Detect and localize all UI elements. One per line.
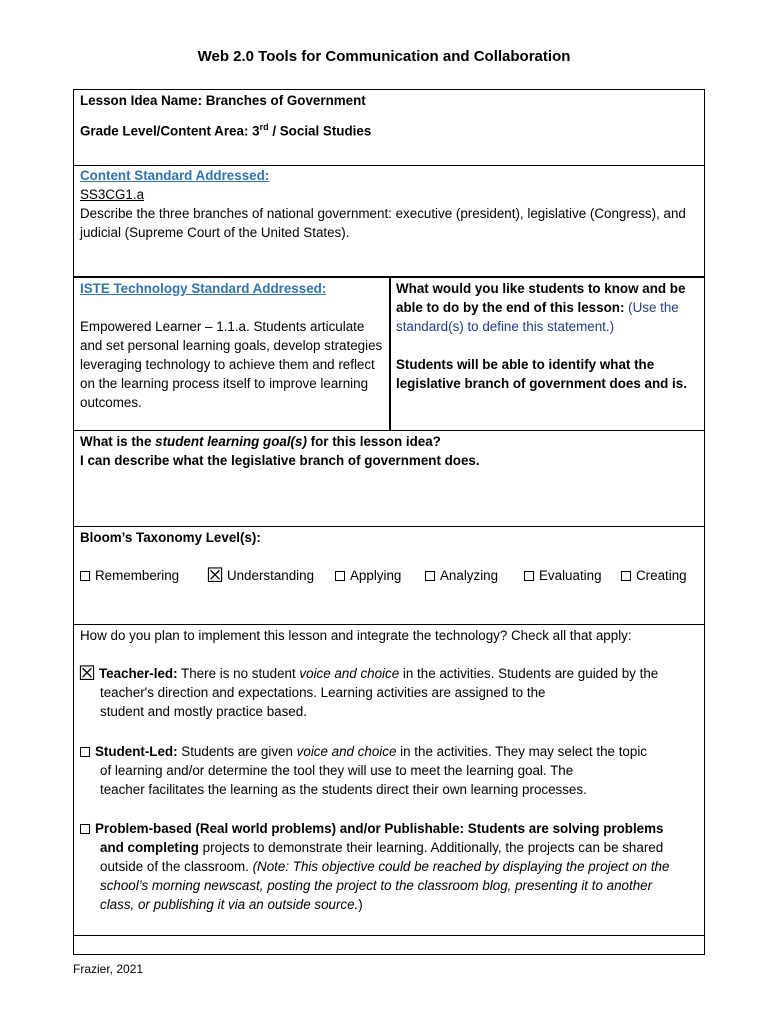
bloom-option-analyzing[interactable] (425, 566, 498, 585)
problem-line5-end: ) (358, 897, 363, 912)
column-divider (389, 277, 391, 430)
problem-line2-bold: and completing (100, 840, 199, 855)
problem-line2-rest: projects to demonstrate their learning. Additionally, the projects can be shared (198, 840, 664, 855)
student-led-line3: teacher facilitates the learning as the students direct their own learning processes. (100, 782, 587, 797)
divider (74, 624, 704, 625)
problem-line3-em: (Note: This objective could be reached by displaying the project on the (252, 859, 670, 874)
student-led-line2: of learning and/or determine the tool they will use to meet the learning goal. The (100, 763, 574, 778)
teacher-led-option (78, 661, 700, 721)
student-led-t2: in the activities. They may select the topic (396, 744, 647, 759)
learning-goal-section (80, 432, 700, 470)
student-led-em: voice and choice (296, 744, 397, 759)
problem-based-label: Problem-based (Real world problems) and/or Publishable: Students are solving problems (95, 821, 664, 836)
student-led-label: Student-Led: (95, 744, 178, 759)
teacher-led-em: voice and choice (299, 666, 400, 681)
teacher-led-label: Teacher-led: (98, 666, 178, 681)
bloom-options (80, 563, 700, 587)
goal-answer: I can describe what the legislative branch of government does. (80, 453, 480, 468)
goal-q-pre: What is the (80, 434, 156, 449)
iste-section (80, 279, 384, 412)
divider (74, 526, 704, 527)
page-title: Web 2.0 Tools for Communication and Collaboration (197, 48, 571, 65)
content-standard-heading: Content Standard Addressed: (80, 168, 270, 183)
checkbox[interactable] (80, 747, 90, 757)
bloom-option-understanding[interactable] (206, 563, 315, 587)
bloom-option-label: Evaluating (539, 568, 602, 583)
bloom-option-label: Remembering (95, 568, 180, 583)
content-standard-section (80, 166, 700, 242)
goal-question (80, 432, 700, 451)
bloom-option-remembering[interactable] (80, 566, 179, 585)
bloom-option-creating[interactable] (621, 566, 687, 585)
grade-level (80, 118, 371, 140)
checkbox[interactable] (335, 571, 345, 581)
problem-line4-em: school’s morning newscast, posting the project to the classroom blog, presenting it to another (100, 878, 653, 893)
know-hint: (Use the standard(s) to define this statement.) (396, 300, 679, 334)
checked-mark-icon[interactable]: ☒ (206, 563, 224, 587)
student-led-option (80, 742, 700, 799)
problem-line5-em: class, or publishing it via an outside source. (100, 897, 359, 912)
footer-credit: Frazier, 2021 (73, 962, 144, 976)
bloom-option-label: Creating (636, 568, 687, 583)
divider (74, 430, 704, 431)
checkbox[interactable] (80, 571, 90, 581)
checkbox[interactable] (621, 571, 631, 581)
standard-code: SS3CG1.a (80, 187, 145, 202)
bloom-option-label: Applying (350, 568, 402, 583)
teacher-led-t2: in the activities. Students are guided by the (399, 666, 659, 681)
bloom-option-applying[interactable] (335, 566, 401, 585)
divider (74, 935, 704, 936)
student-led-t1: Students are given (177, 744, 297, 759)
grade-label: Grade Level/Content Area: 3 (80, 123, 260, 139)
lesson-name: Lesson Idea Name: Branches of Government (80, 93, 366, 108)
checkbox[interactable] (80, 824, 90, 834)
iste-text: Empowered Learner – 1.1.a. Students articulate and set personal learning goals, develop strategies leveraging technology to achieve them and reflect on the learning process itself to improve learning outcomes. (80, 319, 383, 410)
know-question: What would you like students to know and be able to do by the end of this lesson: (396, 281, 686, 315)
standard-description: Describe the three branches of national government: executive (president), legislative (Congress), and judicial (Supreme Court of the United States). (80, 206, 686, 240)
goal-q-post: for this lesson idea? (306, 434, 441, 449)
grade-suffix: / Social Studies (268, 123, 372, 139)
lesson-table (73, 89, 705, 955)
checkbox[interactable] (425, 571, 435, 581)
teacher-led-line2: teacher's direction and expectations. Learning activities are assigned to the (100, 685, 546, 700)
bloom-option-evaluating[interactable] (524, 566, 602, 585)
problem-based-option (80, 819, 700, 914)
goal-q-em: student learning goal(s) (155, 434, 307, 449)
bloom-option-label: Understanding (226, 568, 315, 583)
know-section (396, 279, 698, 393)
problem-line3-plain: outside of the classroom. (100, 859, 253, 874)
grade-sup: rd (259, 122, 269, 132)
know-answer: Students will be able to identify what the legislative branch of government does and is. (396, 357, 687, 391)
checked-mark-icon[interactable]: ☒ (78, 661, 96, 685)
checkbox[interactable] (524, 571, 534, 581)
teacher-led-line3: student and mostly practice based. (100, 704, 307, 719)
bloom-option-label: Analyzing (440, 568, 499, 583)
bloom-heading: Bloom’s Taxonomy Level(s): (80, 530, 261, 545)
implement-question: How do you plan to implement this lesson and integrate the technology? Check all that apply: (80, 628, 632, 643)
teacher-led-t1: There is no student (177, 666, 300, 681)
iste-heading: ISTE Technology Standard Addressed: (80, 281, 327, 296)
